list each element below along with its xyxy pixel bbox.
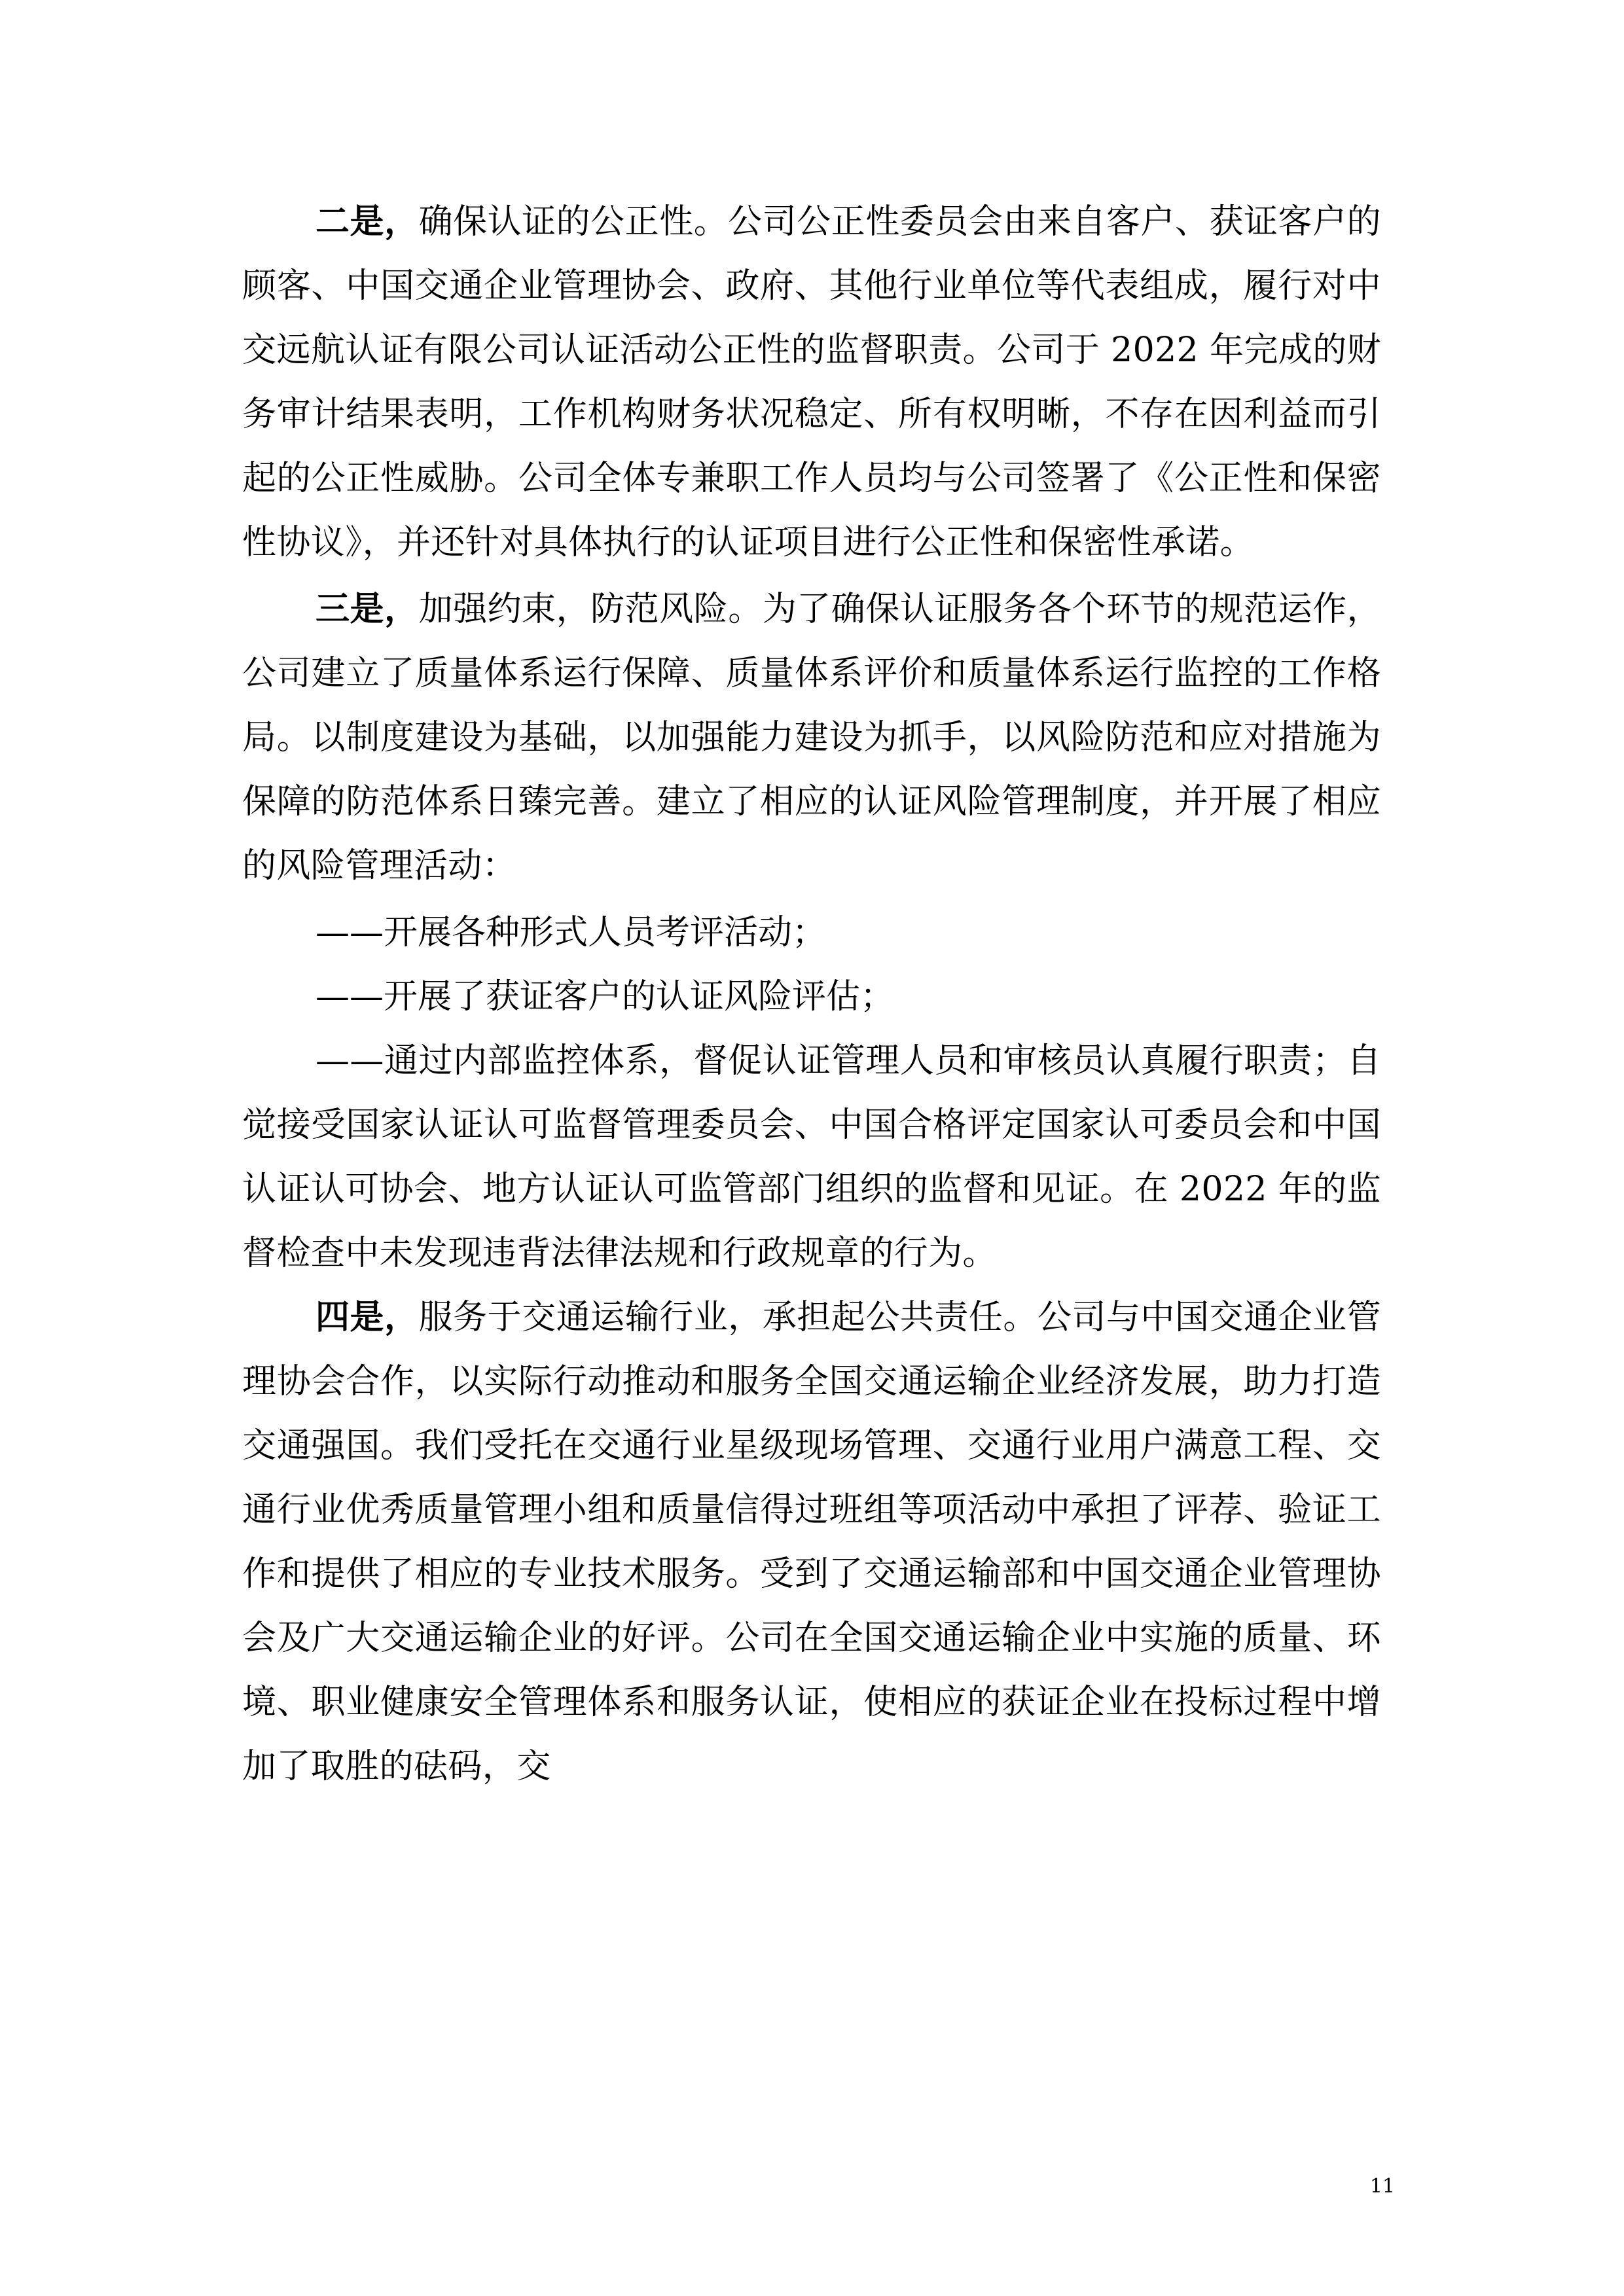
paragraph-text-fourth: 服务于交通运输行业，承担起公共责任。公司与中国交通企业管理协会合作，以实际行动推动和服务全国交通运输企业经济发展，助力打造交通强国。我们受托在交通行业星级现场管理、交通行业用户满意工程、交通行业优秀质量管理小组和质量信得过班组等项活动中承担了评荐、验证工作和提供了相应的专业技术服务。受到了交通运输部和中国交通企业管理协会及广大交通运输企业的好评。公司在全国交通运输企业中实施的质量、环境、职业健康安全管理体系和服务认证，使相应的获证企业在投标过程中增加了取胜的砝码，交 xyxy=(242,1298,1381,1786)
paragraph-fourth-point xyxy=(242,1285,1381,1799)
paragraph-third-point xyxy=(242,577,1381,898)
paragraph-second-point xyxy=(242,190,1381,575)
paragraph-text-third: 加强约束，防范风险。为了确保认证服务各个环节的规范运作，公司建立了质量体系运行保障、质量体系评价和质量体系运行监控的工作格局。以制度建设为基础，以加强能力建设为抓手，以风险防范和应对措施为保障的防范体系日臻完善。建立了相应的认证风险管理制度，并开展了相应的风险管理活动： xyxy=(242,590,1381,886)
paragraph-lead-third: 三是， xyxy=(316,589,419,629)
list-item: ——通过内部监控体系，督促认证管理人员和审核员认真履行职责；自觉接受国家认证认可监督管理委员会、中国合格评定国家认可委员会和中国认证认可协会、地方认证认可监管部门组织的监督和见证。在 2022 年的监督检查中未发现违背法律法规和行政规章的行为。 xyxy=(242,1041,1381,1273)
paragraph-lead-second: 二是， xyxy=(316,202,419,242)
paragraph-text-second: 确保认证的公正性。公司公正性委员会由来自客户、获证客户的顾客、中国交通企业管理协会、政府、其他行业单位等代表组成，履行对中交远航认证有限公司认证活动公正性的监督职责。公司于 2022 年完成的财务审计结果表明，工作机构财务状况稳定、所有权明晰，不存在因利益而引起的公正性威胁。公司全体专兼职工作人员均与公司签署了《公正性和保密性协议》，并还针对具体执行的认证项目进行公正性和保密性承诺。 xyxy=(242,202,1381,562)
paragraph-lead-fourth: 四是， xyxy=(316,1297,419,1337)
list-item: ——开展各种形式人员考评活动； xyxy=(316,913,827,952)
document-body xyxy=(242,190,1381,1801)
page-number: 11 xyxy=(1369,2175,1395,2198)
list-item: ——开展了获证客户的认证风险评估； xyxy=(316,977,895,1016)
